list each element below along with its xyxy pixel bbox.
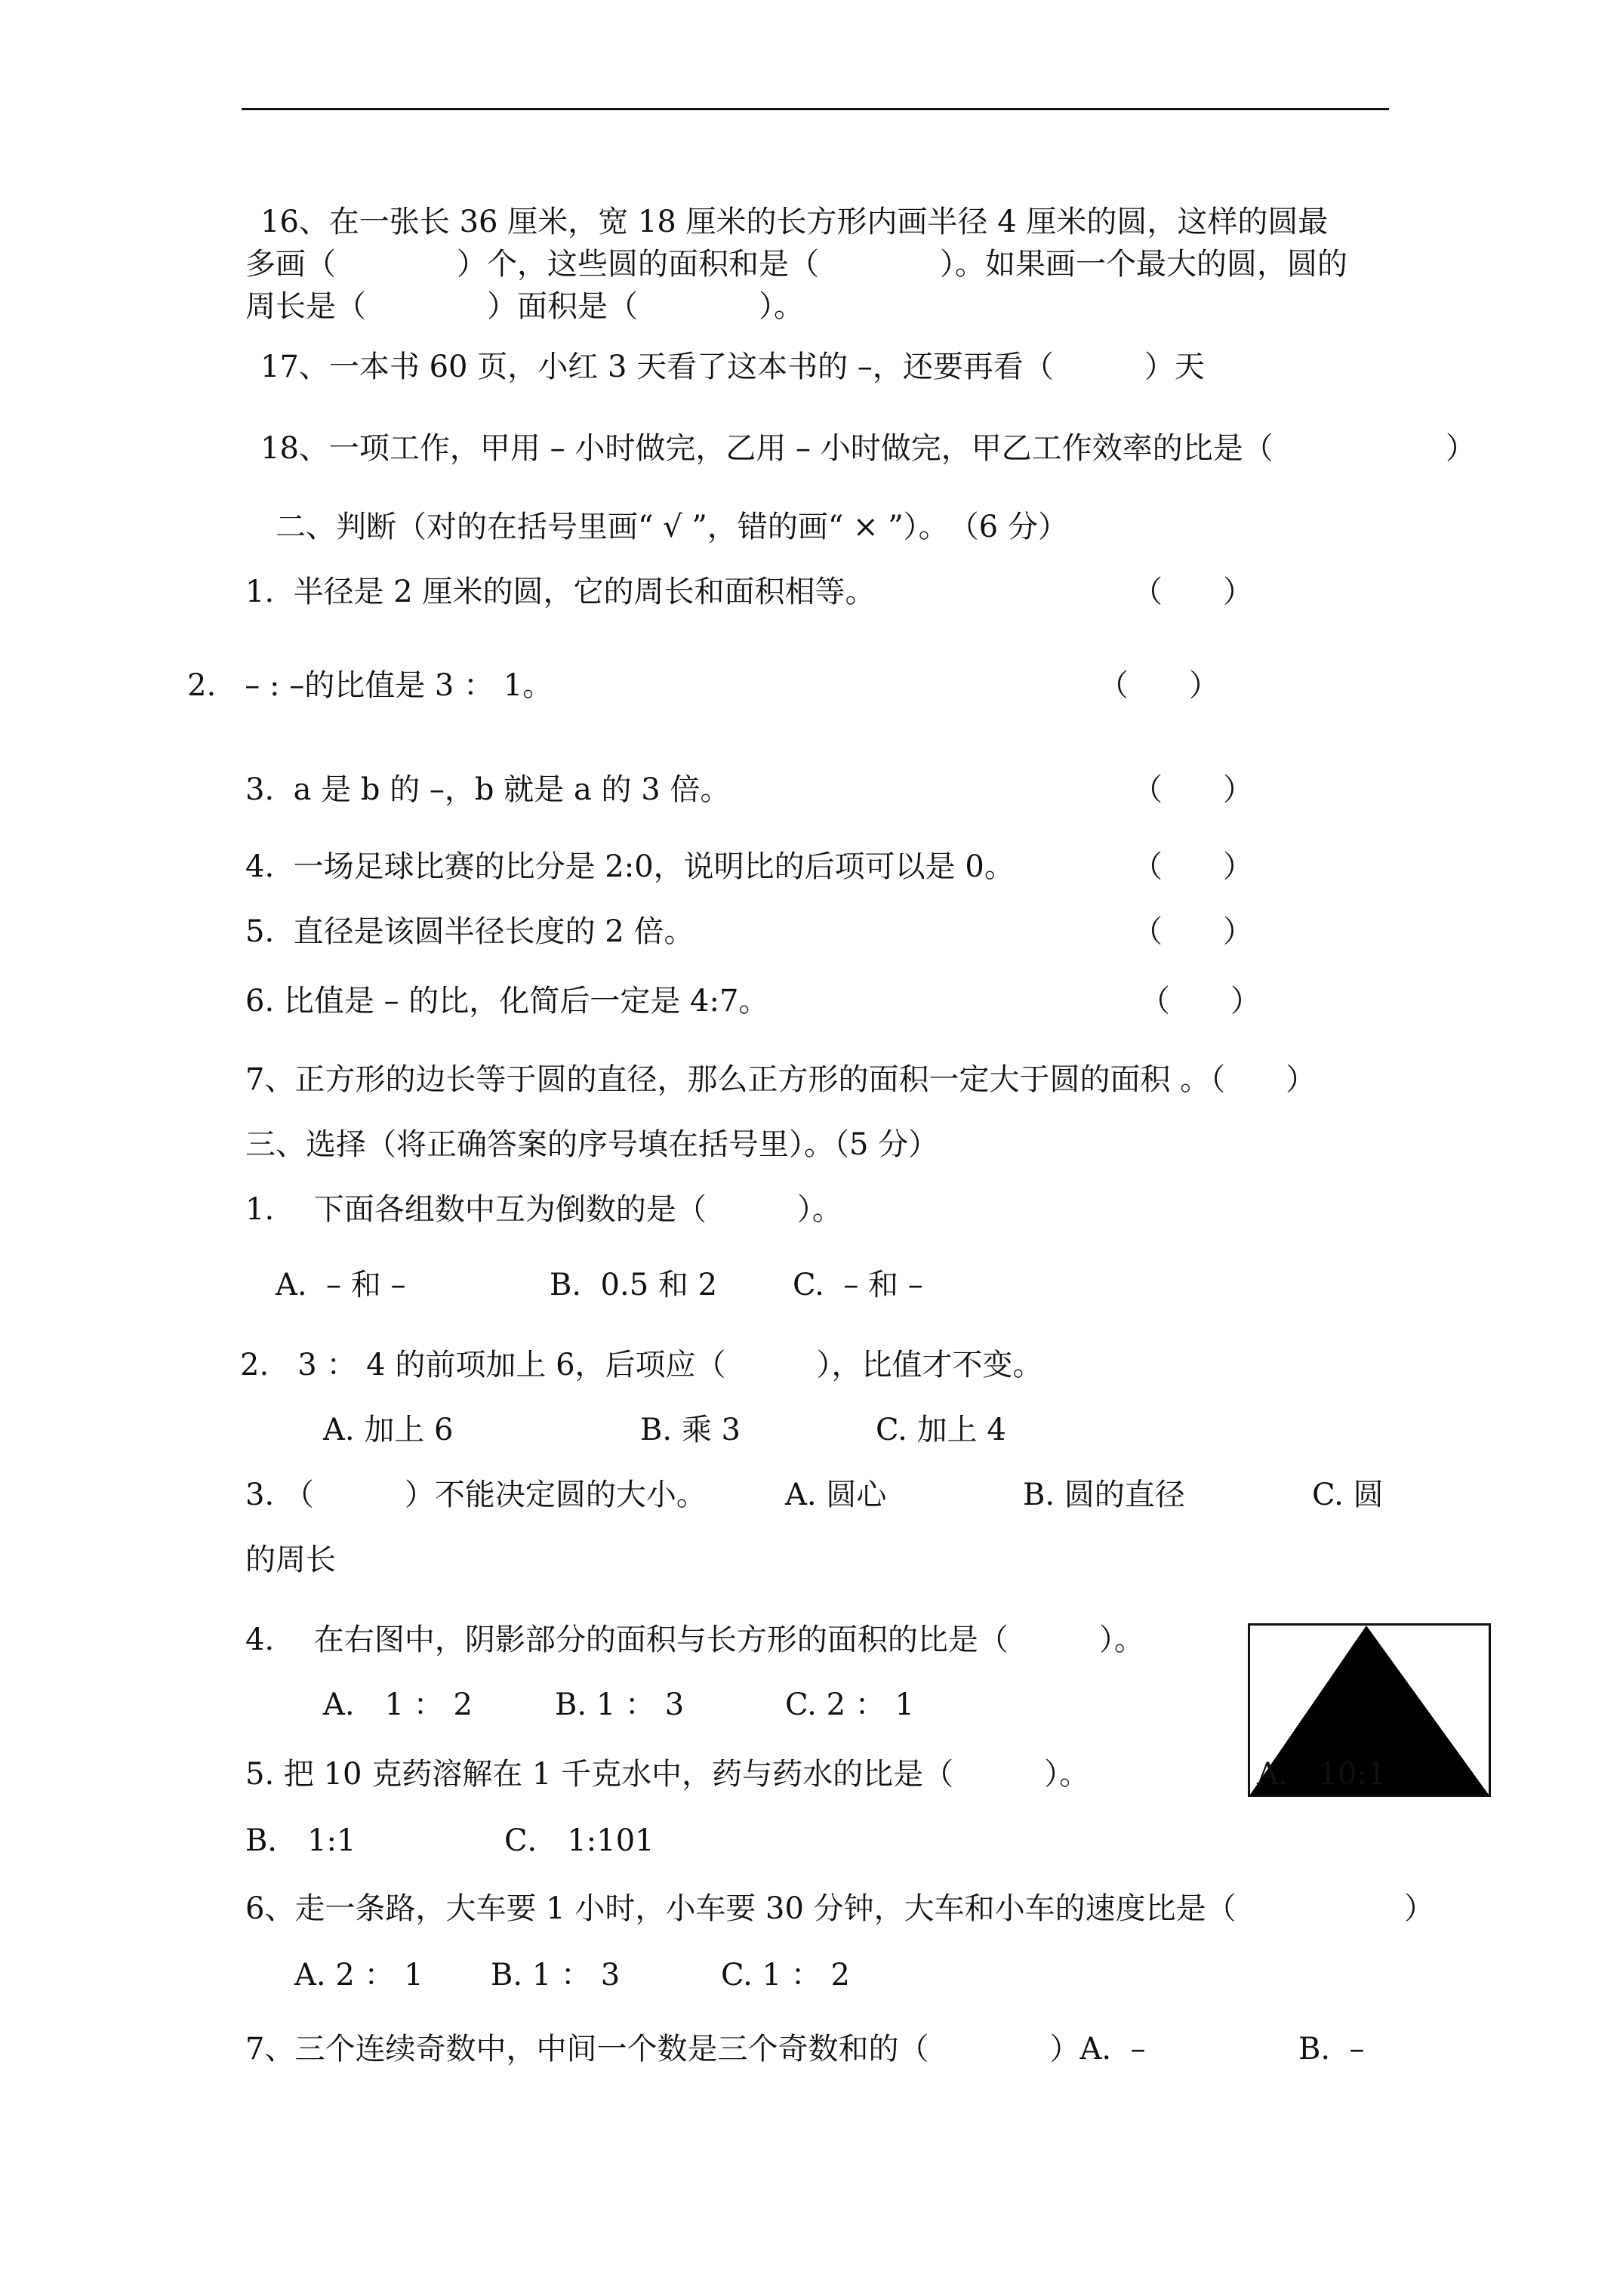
choice-4-option-a: A. 1 ： 2 [323, 1687, 473, 1722]
judge-paren-4: （ ） [1132, 849, 1253, 884]
judge-item-2: 2. – : –的比值是 3 ： 1。 [187, 668, 553, 703]
choice-6-option-c: C. 1 ： 2 [721, 1958, 850, 1992]
choice-5-option-a: A． 10:1 [1257, 1757, 1387, 1792]
choice-3-continuation: 的周长 [245, 1542, 336, 1577]
judge-paren-1: （ ） [1132, 575, 1253, 609]
choice-7-stem: 7、三个连续奇数中，中间一个数是三个奇数和的（ ）A. – [245, 2032, 1146, 2066]
judge-item-5: 5. 直径是该圆半径长度的 2 倍。 [245, 914, 694, 949]
choice-6-close-paren: ） [1404, 1891, 1434, 1926]
choice-4-option-b: B. 1 ： 3 [555, 1687, 685, 1722]
choice-2-option-c: C. 加上 4 [876, 1413, 1006, 1447]
choice-7-option-b: B. – [1298, 2032, 1365, 2066]
choice-2-option-b: B. 乘 3 [640, 1413, 741, 1447]
judge-paren-6: （ ） [1140, 984, 1261, 1019]
judge-item-1: 1. 半径是 2 厘米的圆，它的周长和面积相等。 [245, 575, 876, 609]
choice-1-stem: 1. 下面各组数中互为倒数的是（ ）。 [245, 1192, 842, 1227]
choice-3-stem: 3. （ ）不能决定圆的大小。 [245, 1478, 707, 1512]
q18-text: 18、一项工作，甲用 – 小时做完，乙用 – 小时做完，甲乙工作效率的比是（ [260, 431, 1273, 466]
choice-2-stem: 2. 3 ： 4 的前项加上 6，后项应（ ），比值才不变。 [240, 1348, 1043, 1382]
judge-item-6: 6. 比值是 – 的比，化简后一定是 4:7。 [245, 984, 769, 1019]
q17-text: 17、一本书 60 页，小红 3 天看了这本书的 –，还要再看（ ）天 [260, 350, 1205, 384]
q16-line3: 周长是（ ）面积是（ ）。 [245, 289, 804, 324]
judge-paren-2: （ ） [1098, 668, 1219, 703]
choice-3-option-c: C. 圆 [1312, 1478, 1384, 1512]
choice-2-option-a: A. 加上 6 [323, 1413, 454, 1447]
choice-1-option-c: C. – 和 – [793, 1268, 923, 1302]
header-rule [242, 108, 1389, 110]
q16-line2: 多画（ ）个，这些圆的面积和是（ ）。如果画一个最大的圆，圆的 [245, 247, 1347, 282]
choice-1-option-b: B. 0.5 和 2 [550, 1268, 718, 1302]
q16-line1: 16、在一张长 36 厘米，宽 18 厘米的长方形内画半径 4 厘米的圆，这样的圆最 [260, 205, 1329, 239]
judge-item-3: 3. a 是 b 的 –，b 就是 a 的 3 倍。 [245, 772, 731, 807]
choice-1-option-a: A. – 和 – [276, 1268, 406, 1302]
judge-item-7: 7、正方形的边长等于圆的直径，那么正方形的面积一定大于圆的面积 。（ ） [245, 1062, 1317, 1097]
choice-6-option-b: B. 1 ： 3 [491, 1958, 621, 1992]
judge-paren-5: （ ） [1132, 914, 1253, 949]
judge-paren-3: （ ） [1132, 772, 1253, 807]
choice-5-option-b: B． 1:1 [245, 1823, 356, 1858]
choice-5-stem: 5. 把 10 克药溶解在 1 千克水中，药与药水的比是（ ）。 [245, 1757, 1090, 1792]
section2-title: 二、判断（对的在括号里画“ √ ”，错的画“ × ”）。 （6 分） [276, 510, 1068, 544]
choice-4-stem: 4. 在右图中，阴影部分的面积与长方形的面积的比是（ ）。 [245, 1623, 1144, 1657]
q18-close-paren: ） [1446, 431, 1476, 466]
judge-item-4: 4. 一场足球比赛的比分是 2:0，说明比的后项可以是 0。 [245, 849, 1015, 884]
choice-4-option-c: C. 2 ： 1 [785, 1687, 914, 1722]
choice-6-stem: 6、走一条路，大车要 1 小时，小车要 30 分钟，大车和小车的速度比是（ [245, 1891, 1236, 1926]
choice-3-option-a: A. 圆心 [785, 1478, 887, 1512]
section3-title: 三、选择（将正确答案的序号填在括号里）。（5 分） [245, 1127, 939, 1162]
choice-6-option-a: A. 2 ： 1 [294, 1958, 423, 1992]
choice-3-option-b: B. 圆的直径 [1023, 1478, 1185, 1512]
choice-5-option-c: C． 1:101 [504, 1823, 654, 1858]
